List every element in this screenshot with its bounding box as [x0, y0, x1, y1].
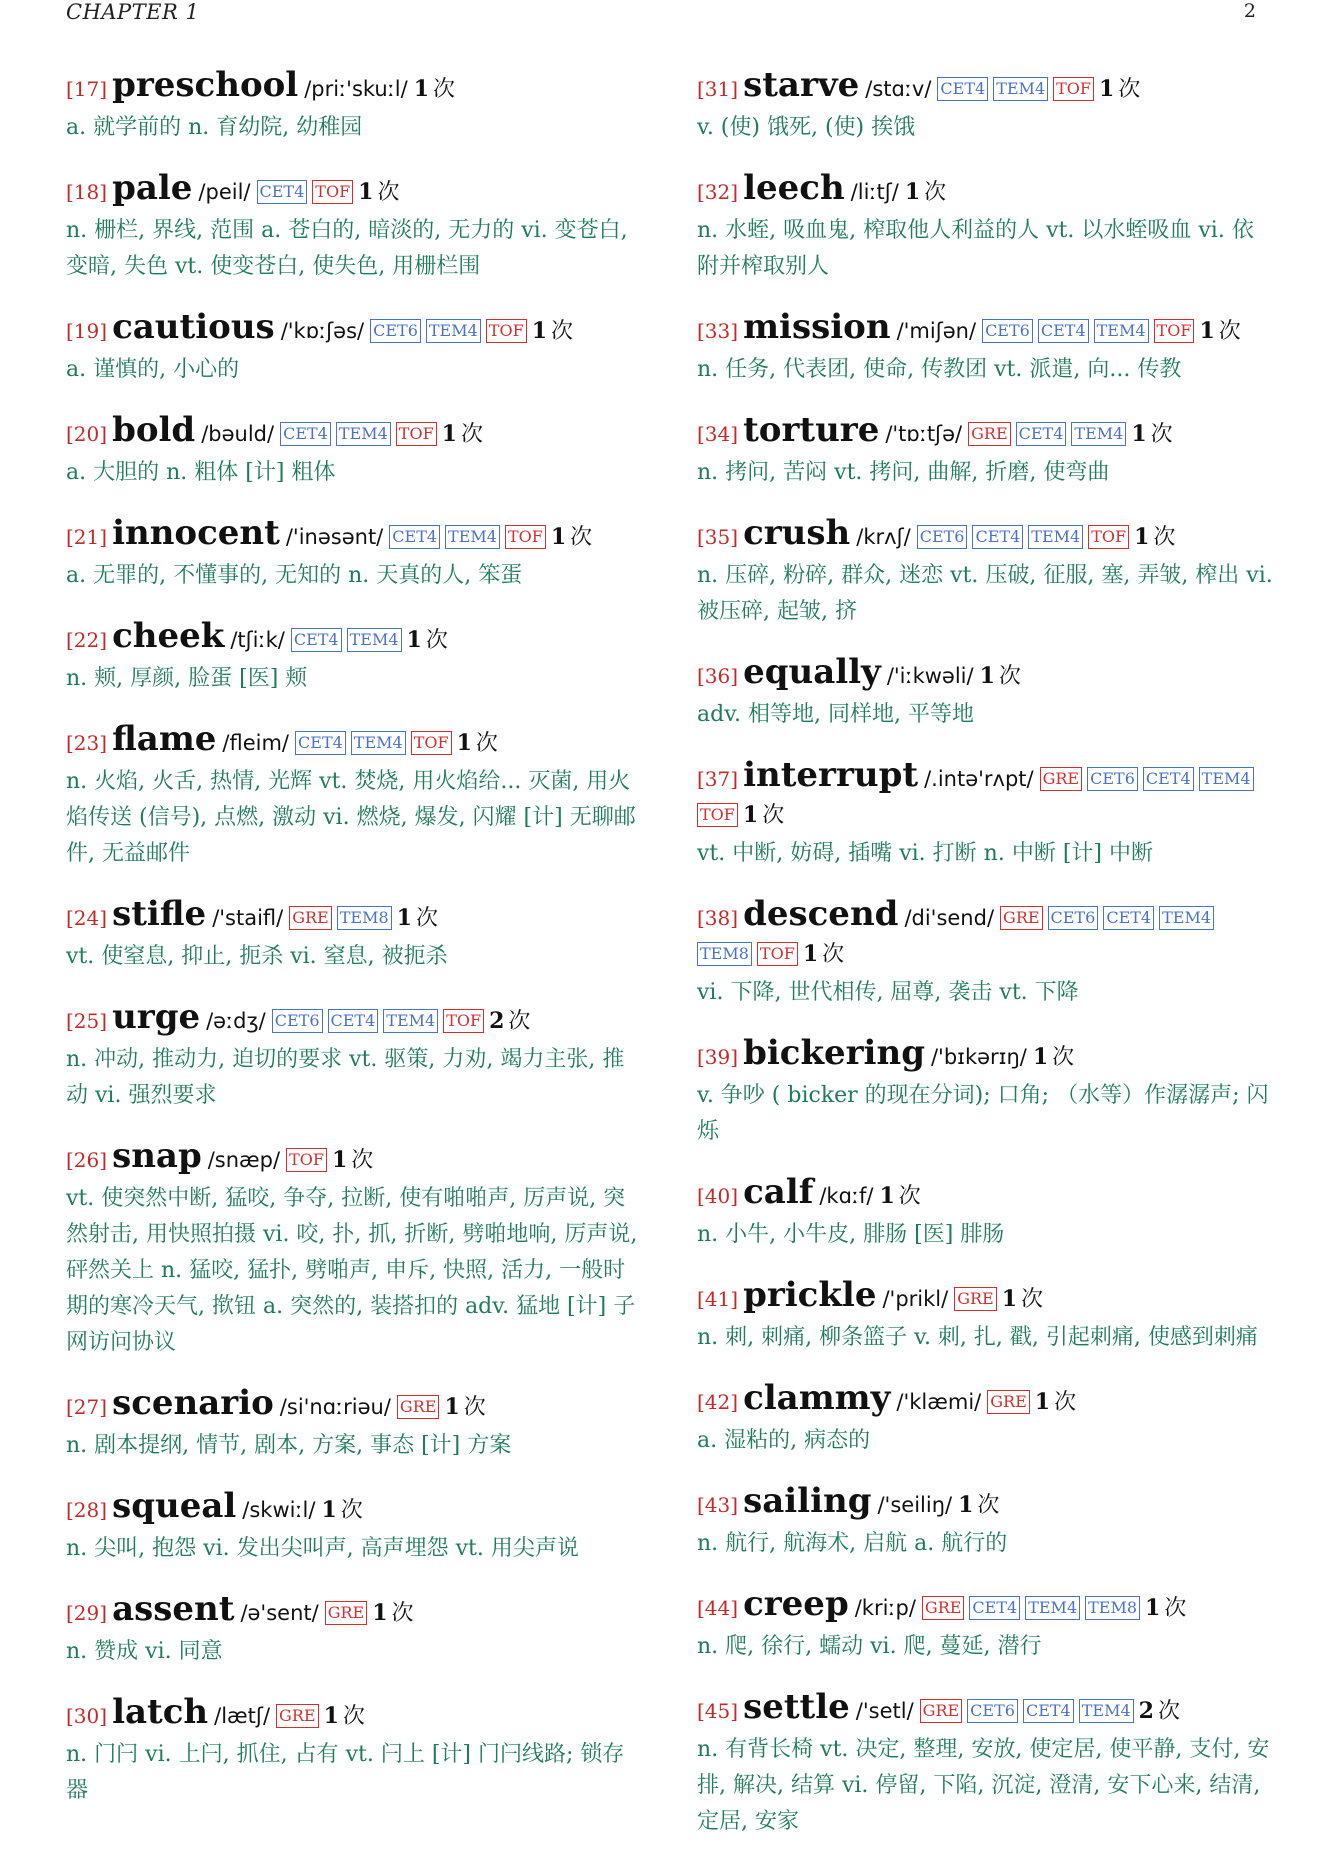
exam-tag: GRE	[922, 1596, 965, 1620]
entry-definition: n. 栅栏, 界线, 范围 a. 苍白的, 暗淡的, 无力的 vi. 变苍白, 变暗, 失色 vt. 使变苍白, 使失色, 用栅栏围	[66, 218, 628, 279]
entry-word: snap	[112, 1136, 202, 1176]
entry-count-unit: 次	[391, 1601, 414, 1626]
entry-word: squeal	[112, 1486, 237, 1526]
entry-phonetic: /fleim/	[222, 731, 290, 755]
entry-count-unit: 次	[1157, 1699, 1180, 1724]
vocab-entry	[66, 1486, 642, 1567]
entry-headline	[697, 1033, 1273, 1076]
entry-word: crush	[743, 513, 851, 553]
entry-headline	[66, 997, 642, 1040]
exam-tag: CET4	[389, 525, 440, 549]
entry-count: 1	[1145, 1595, 1161, 1621]
entry-phonetic: /si'nɑːriəu/	[279, 1395, 391, 1419]
entry-index: [24]	[66, 906, 108, 930]
exam-tag: CET4	[937, 77, 988, 101]
exam-tag: TOF	[1088, 525, 1129, 549]
entry-count-unit: 次	[1118, 77, 1141, 102]
left-column	[66, 65, 642, 1834]
exam-tag: CET4	[1103, 906, 1154, 930]
entry-word: innocent	[112, 513, 280, 553]
entry-index: [33]	[697, 319, 739, 343]
entry-word: leech	[743, 168, 845, 208]
entry-index: [38]	[697, 906, 739, 930]
vocab-entry	[697, 1172, 1273, 1253]
entry-phonetic: /priː'skuːl/	[304, 77, 408, 101]
entry-count: 1	[979, 663, 995, 689]
exam-tag: CET6	[1087, 767, 1138, 791]
exam-tag: TOF	[443, 1009, 484, 1033]
entry-count: 1	[456, 730, 472, 756]
exam-tag: TEM8	[1085, 1596, 1140, 1620]
exam-tag: TOF	[1053, 77, 1094, 101]
entry-headline	[66, 1589, 642, 1632]
exam-tag: TEM4	[383, 1009, 438, 1033]
exam-tag: GRE	[289, 906, 332, 930]
entry-phonetic: /.intə'rʌpt/	[924, 767, 1034, 791]
entry-word: assent	[112, 1589, 235, 1629]
entry-word: interrupt	[743, 755, 919, 795]
exam-tag: TEM4	[1159, 906, 1214, 930]
exam-tag: GRE	[968, 422, 1011, 446]
entry-count: 1	[406, 627, 422, 653]
vocab-entry	[697, 755, 1273, 872]
entry-index: [45]	[697, 1699, 739, 1723]
entry-index: [22]	[66, 628, 108, 652]
entry-index: [43]	[697, 1493, 739, 1517]
entry-word: flame	[112, 719, 217, 759]
vocab-entry	[697, 410, 1273, 491]
entry-phonetic: /lætʃ/	[214, 1704, 271, 1728]
page-number: 2	[1243, 0, 1256, 22]
exam-tag: GRE	[920, 1699, 963, 1723]
entry-word: settle	[743, 1687, 850, 1727]
entry-headline	[697, 755, 1273, 834]
entry-definition: n. 拷问, 苦闷 vt. 拷问, 曲解, 折磨, 使弯曲	[697, 460, 1110, 485]
entry-count-unit: 次	[977, 1493, 1000, 1518]
exam-tag: TOF	[286, 1148, 327, 1172]
exam-tag: TOF	[757, 942, 798, 966]
vocab-entry	[697, 1584, 1273, 1665]
exam-tag: TOF	[697, 803, 738, 827]
entry-count: 1	[358, 179, 374, 205]
entry-count-unit: 次	[1054, 1390, 1077, 1415]
entry-index: [26]	[66, 1148, 108, 1172]
entry-headline	[697, 1378, 1273, 1421]
entry-headline	[697, 652, 1273, 695]
entry-definition: v. (使) 饿死, (使) 挨饿	[697, 115, 916, 140]
vocab-entry	[66, 997, 642, 1114]
entry-count-unit: 次	[475, 731, 498, 756]
vocab-entry	[697, 1275, 1273, 1356]
entry-headline	[66, 616, 642, 659]
entry-count-unit: 次	[551, 319, 574, 344]
exam-tag: TEM4	[1025, 1596, 1080, 1620]
entry-count: 1	[550, 524, 567, 550]
entry-count: 1	[444, 1394, 460, 1420]
entry-count: 1	[742, 802, 759, 828]
exam-tag: TEM4	[336, 422, 391, 446]
entry-definition: a. 大胆的 n. 粗体 [计] 粗体	[66, 460, 336, 485]
entry-phonetic: /'klæmi/	[896, 1390, 982, 1414]
entry-count: 1	[904, 179, 921, 205]
entry-count: 1	[1134, 524, 1150, 550]
entry-index: [23]	[66, 731, 108, 755]
entry-headline	[697, 410, 1273, 453]
exam-tag: CET4	[969, 1596, 1020, 1620]
entry-definition: v. 争吵 ( bicker 的现在分词); 口角; （水等）作潺潺声; 闪烁	[697, 1083, 1269, 1144]
exam-tag: TEM4	[426, 319, 481, 343]
exam-tag: GRE	[397, 1395, 440, 1419]
exam-tag: CET6	[967, 1699, 1018, 1723]
entry-definition: n. 任务, 代表团, 使命, 传教团 vt. 派遣, 向... 传教	[697, 357, 1182, 382]
entry-definition: vt. 使窒息, 抑止, 扼杀 vi. 窒息, 被扼杀	[66, 944, 448, 969]
entry-headline	[66, 513, 642, 556]
entry-index: [34]	[697, 422, 739, 446]
entry-count-unit: 次	[1153, 525, 1176, 550]
entry-word: latch	[112, 1692, 209, 1732]
exam-tag: GRE	[987, 1390, 1030, 1414]
vocab-entry	[697, 652, 1273, 733]
entry-index: [35]	[697, 525, 739, 549]
vocab-entry	[66, 513, 642, 594]
entry-count: 1	[1001, 1286, 1018, 1312]
entry-phonetic: /tʃiːk/	[230, 628, 285, 652]
vocab-entry	[66, 894, 642, 975]
entry-count: 1	[323, 1703, 339, 1729]
exam-tag: TOF	[505, 525, 546, 549]
exam-tag: CET6	[370, 319, 421, 343]
entry-count-unit: 次	[822, 942, 845, 967]
entry-index: [31]	[697, 77, 739, 101]
entry-count-unit: 次	[433, 77, 456, 102]
entry-index: [27]	[66, 1395, 108, 1419]
entry-phonetic: /krʌʃ/	[856, 525, 911, 549]
entry-word: clammy	[743, 1378, 891, 1418]
exam-tag: CET4	[972, 525, 1023, 549]
entry-word: cautious	[112, 307, 275, 347]
entry-count: 1	[396, 905, 412, 931]
entry-index: [32]	[697, 180, 739, 204]
entry-index: [42]	[697, 1390, 739, 1414]
entry-word: sailing	[743, 1481, 872, 1521]
exam-tag: CET6	[1048, 906, 1099, 930]
entry-definition: n. 剧本提纲, 情节, 剧本, 方案, 事态 [计] 方案	[66, 1433, 512, 1458]
entry-headline	[66, 719, 642, 762]
entry-definition: n. 颊, 厚颜, 脸蛋 [医] 颊	[66, 666, 308, 691]
entry-index: [40]	[697, 1184, 739, 1208]
exam-tag: GRE	[1000, 906, 1043, 930]
entry-index: [17]	[66, 77, 108, 101]
exam-tag: TEM8	[697, 942, 752, 966]
entry-definition: a. 就学前的 n. 育幼院, 幼稚园	[66, 115, 363, 140]
vocab-entry	[66, 410, 642, 491]
entry-word: urge	[112, 997, 201, 1037]
entry-headline	[697, 65, 1273, 108]
entry-count-unit: 次	[570, 525, 593, 550]
entry-count: 1	[372, 1600, 388, 1626]
vocab-entry	[697, 1481, 1273, 1562]
entry-count: 1	[531, 318, 547, 344]
entry-count-unit: 次	[762, 803, 785, 828]
exam-tag: CET6	[917, 525, 968, 549]
entry-count: 1	[441, 421, 457, 447]
entry-definition: n. 刺, 刺痛, 柳条篮子 v. 刺, 扎, 戳, 引起刺痛, 使感到刺痛	[697, 1325, 1258, 1350]
entry-index: [19]	[66, 319, 108, 343]
entry-word: torture	[743, 410, 880, 450]
exam-tag: TEM4	[347, 628, 402, 652]
entry-definition: n. 爬, 徐行, 蠕动 vi. 爬, 蔓延, 潜行	[697, 1634, 1042, 1659]
entry-count-unit: 次	[463, 1395, 486, 1420]
entry-word: pale	[112, 168, 193, 208]
entry-index: [39]	[697, 1045, 739, 1069]
entry-headline	[697, 894, 1273, 973]
entry-index: [20]	[66, 422, 108, 446]
entry-phonetic: /kriːp/	[854, 1596, 916, 1620]
entry-phonetic: /'inəsənt/	[285, 525, 384, 549]
entry-count-unit: 次	[998, 664, 1021, 689]
entry-word: starve	[743, 65, 860, 105]
entry-headline	[697, 1584, 1273, 1627]
entry-phonetic: /liːtʃ/	[850, 180, 899, 204]
entry-count: 1	[331, 1147, 348, 1173]
entry-index: [29]	[66, 1601, 108, 1625]
entry-phonetic: /'prikl/	[882, 1287, 949, 1311]
entry-headline	[697, 168, 1273, 211]
entry-index: [21]	[66, 525, 108, 549]
vocab-entry	[697, 1687, 1273, 1840]
vocab-entry	[66, 1692, 642, 1809]
exam-tag: TOF	[312, 180, 353, 204]
exam-tag: CET4	[280, 422, 331, 446]
entry-headline	[66, 1692, 642, 1735]
exam-tag: TEM4	[1071, 422, 1126, 446]
exam-tag: CET6	[982, 319, 1033, 343]
exam-tag: TEM4	[1199, 767, 1254, 791]
entry-definition: a. 无罪的, 不懂事的, 无知的 n. 天真的人, 笨蛋	[66, 563, 523, 588]
entry-count: 2	[489, 1008, 505, 1034]
entry-count: 1	[1131, 421, 1147, 447]
exam-tag: TEM8	[337, 906, 392, 930]
entry-definition: n. 压碎, 粉碎, 群众, 迷恋 vt. 压破, 征服, 塞, 弄皱, 榨出 vi. 被压碎, 起皱, 挤	[697, 563, 1273, 624]
entry-count-unit: 次	[924, 180, 947, 205]
entry-definition: n. 航行, 航海术, 启航 a. 航行的	[697, 1531, 1008, 1556]
entry-headline	[697, 1481, 1273, 1524]
entry-phonetic: /di'send/	[904, 906, 995, 930]
entry-count-unit: 次	[351, 1148, 374, 1173]
entry-count: 1	[1032, 1044, 1049, 1070]
exam-tag: TEM4	[993, 77, 1048, 101]
exam-tag: TOF	[486, 319, 527, 343]
entry-definition: vt. 使突然中断, 猛咬, 争夺, 拉断, 使有啪啪声, 厉声说, 突然射击, 用快照拍摄 vi. 咬, 扑, 抓, 折断, 劈啪地响, 厉声说, 砰然关上 n. 猛咬, 猛扑, 劈啪声, 申斥, 快照, 活力, 一般时期的寒冷天气, 揿钮 a. 突然的, 装搭扣的 adv. 猛地 [计] 子网访问协议	[66, 1186, 638, 1355]
vocab-entry	[66, 1589, 642, 1670]
entry-count-unit: 次	[377, 180, 400, 205]
entry-index: [28]	[66, 1498, 108, 1522]
page-header	[66, 0, 1256, 30]
entry-word: descend	[743, 894, 899, 934]
entry-headline	[697, 1172, 1273, 1215]
exam-tag: GRE	[276, 1704, 319, 1728]
entry-count-unit: 次	[898, 1184, 921, 1209]
exam-tag: TEM4	[1079, 1699, 1134, 1723]
entry-count-unit: 次	[1052, 1045, 1075, 1070]
entry-count: 1	[413, 76, 430, 102]
entry-headline	[66, 1136, 642, 1179]
exam-tag: TEM4	[351, 731, 406, 755]
entry-index: [41]	[697, 1287, 739, 1311]
entry-phonetic: /'setl/	[855, 1699, 914, 1723]
entry-word: mission	[743, 307, 891, 347]
entry-definition: n. 冲动, 推动力, 迫切的要求 vt. 驱策, 力劝, 竭力主张, 推动 vi. 强烈要求	[66, 1047, 625, 1108]
entry-definition: n. 尖叫, 抱怨 vi. 发出尖叫声, 高声埋怨 vt. 用尖声说	[66, 1536, 579, 1561]
entry-index: [18]	[66, 180, 108, 204]
entry-word: scenario	[112, 1383, 274, 1423]
vocab-entry	[66, 616, 642, 697]
exam-tag: CET4	[1023, 1699, 1074, 1723]
vocab-entry	[66, 719, 642, 872]
entry-count-unit: 次	[508, 1009, 531, 1034]
entry-index: [36]	[697, 664, 739, 688]
entry-word: cheek	[112, 616, 225, 656]
vocab-entry	[66, 65, 642, 146]
entry-count-unit: 次	[425, 628, 448, 653]
entry-count: 1	[1199, 318, 1215, 344]
exam-tag: CET4	[328, 1009, 379, 1033]
exam-tag: TEM4	[1094, 319, 1149, 343]
exam-tag: CET4	[1016, 422, 1067, 446]
entry-count: 1	[321, 1497, 337, 1523]
exam-tag: CET4	[257, 180, 308, 204]
vocab-entry	[697, 65, 1273, 146]
entry-count: 1	[879, 1183, 895, 1209]
vocab-entry	[697, 513, 1273, 630]
exam-tag: TOF	[396, 422, 437, 446]
entry-count-unit: 次	[460, 422, 483, 447]
exam-tag: CET4	[295, 731, 346, 755]
exam-tag: CET4	[1143, 767, 1194, 791]
entry-word: creep	[743, 1584, 849, 1624]
entry-definition: adv. 相等地, 同样地, 平等地	[697, 702, 974, 727]
entry-word: preschool	[112, 65, 299, 105]
entry-count: 1	[1034, 1389, 1051, 1415]
vocab-entry	[66, 168, 642, 285]
entry-definition: a. 湿粘的, 病态的	[697, 1428, 871, 1453]
exam-tag: GRE	[1040, 767, 1083, 791]
entry-word: bold	[112, 410, 196, 450]
entry-phonetic: /'kɒːʃəs/	[280, 319, 365, 343]
entry-phonetic: /'tɒːtʃə/	[885, 422, 963, 446]
entry-word: stifle	[112, 894, 207, 934]
entry-headline	[697, 513, 1273, 556]
entry-definition: vi. 下降, 世代相传, 屈尊, 袭击 vt. 下降	[697, 980, 1079, 1005]
entry-index: [44]	[697, 1596, 739, 1620]
entry-headline	[66, 894, 642, 937]
exam-tag: TOF	[1154, 319, 1195, 343]
entry-count: 1	[802, 941, 819, 967]
entry-count-unit: 次	[1218, 319, 1241, 344]
entry-phonetic: /'miʃən/	[896, 319, 977, 343]
entry-count-unit: 次	[1021, 1287, 1044, 1312]
entry-phonetic: /ə'sent/	[240, 1601, 319, 1625]
entry-headline	[66, 1486, 642, 1529]
vocab-entry	[66, 1383, 642, 1464]
exam-tag: TOF	[411, 731, 452, 755]
exam-tag: GRE	[325, 1601, 368, 1625]
entry-headline	[697, 1687, 1273, 1730]
entry-count: 1	[958, 1492, 974, 1518]
entry-index: [37]	[697, 767, 739, 791]
entry-count-unit: 次	[415, 906, 438, 931]
entry-count-unit: 次	[1150, 422, 1173, 447]
entry-phonetic: /'iːkwəli/	[886, 664, 974, 688]
exam-tag: CET6	[272, 1009, 323, 1033]
vocab-entry	[697, 894, 1273, 1011]
exam-tag: TEM4	[1028, 525, 1083, 549]
entry-count: 1	[1099, 76, 1115, 102]
entry-index: [25]	[66, 1009, 108, 1033]
entry-definition: a. 谨慎的, 小心的	[66, 357, 240, 382]
entry-count-unit: 次	[342, 1704, 365, 1729]
entry-phonetic: /stɑːv/	[865, 77, 932, 101]
entry-phonetic: /peil/	[198, 180, 251, 204]
exam-tag: CET4	[291, 628, 342, 652]
chapter-title: CHAPTER 1	[66, 0, 200, 24]
exam-tag: GRE	[954, 1287, 997, 1311]
entry-definition: n. 门闩 vi. 上闩, 抓住, 占有 vt. 闩上 [计] 门闩线路; 锁存器	[66, 1742, 625, 1803]
vocab-entry	[697, 1033, 1273, 1150]
vocab-entry	[697, 168, 1273, 285]
entry-phonetic: /snæp/	[207, 1148, 281, 1172]
vocab-entry	[66, 307, 642, 388]
entry-count-unit: 次	[340, 1498, 363, 1523]
entry-phonetic: /'seiliŋ/	[877, 1493, 953, 1517]
entry-phonetic: /skwiːl/	[242, 1498, 316, 1522]
entry-headline	[66, 410, 642, 453]
entry-count: 2	[1138, 1698, 1154, 1724]
entry-definition: n. 赞成 vi. 同意	[66, 1639, 223, 1664]
entry-word: bickering	[743, 1033, 925, 1073]
exam-tag: TEM4	[445, 525, 500, 549]
entry-word: prickle	[743, 1275, 877, 1315]
entry-headline	[697, 1275, 1273, 1318]
entry-headline	[66, 65, 642, 108]
entry-index: [30]	[66, 1704, 108, 1728]
entry-headline	[66, 168, 642, 211]
entry-phonetic: /'bɪkərɪŋ/	[930, 1045, 1027, 1069]
exam-tag: CET4	[1038, 319, 1089, 343]
vocab-entry	[66, 1136, 642, 1361]
entry-definition: vt. 中断, 妨碍, 插嘴 vi. 打断 n. 中断 [计] 中断	[697, 841, 1153, 866]
entry-word: calf	[743, 1172, 814, 1212]
entry-word: equally	[743, 652, 881, 692]
entry-definition: n. 水蛭, 吸血鬼, 榨取他人利益的人 vt. 以水蛭吸血 vi. 依附并榨取别人	[697, 218, 1254, 279]
vocab-entry	[697, 1378, 1273, 1459]
vocab-entry	[697, 307, 1273, 388]
entry-headline	[66, 307, 642, 350]
entry-definition: n. 有背长椅 vt. 决定, 整理, 安放, 使定居, 使平静, 支付, 安排, 解决, 结算 vi. 停留, 下陷, 沉淀, 澄清, 安下心来, 结清, 定居, 安家	[697, 1737, 1270, 1834]
entry-definition: n. 火焰, 火舌, 热情, 光辉 vt. 焚烧, 用火焰给... 灭菌, 用火焰传送 (信号), 点燃, 激动 vi. 燃烧, 爆发, 闪耀 [计] 无聊邮件, 无益邮件	[66, 769, 636, 866]
entry-count-unit: 次	[1164, 1596, 1187, 1621]
entry-phonetic: /kɑːf/	[819, 1184, 874, 1208]
entry-headline	[697, 307, 1273, 350]
entry-headline	[66, 1383, 642, 1426]
entry-phonetic: /'staifl/	[212, 906, 284, 930]
entry-definition: n. 小牛, 小牛皮, 腓肠 [医] 腓肠	[697, 1222, 1005, 1247]
entry-phonetic: /əːdʒ/	[206, 1009, 266, 1033]
entry-phonetic: /bəuld/	[201, 422, 275, 446]
right-column	[697, 65, 1273, 1865]
